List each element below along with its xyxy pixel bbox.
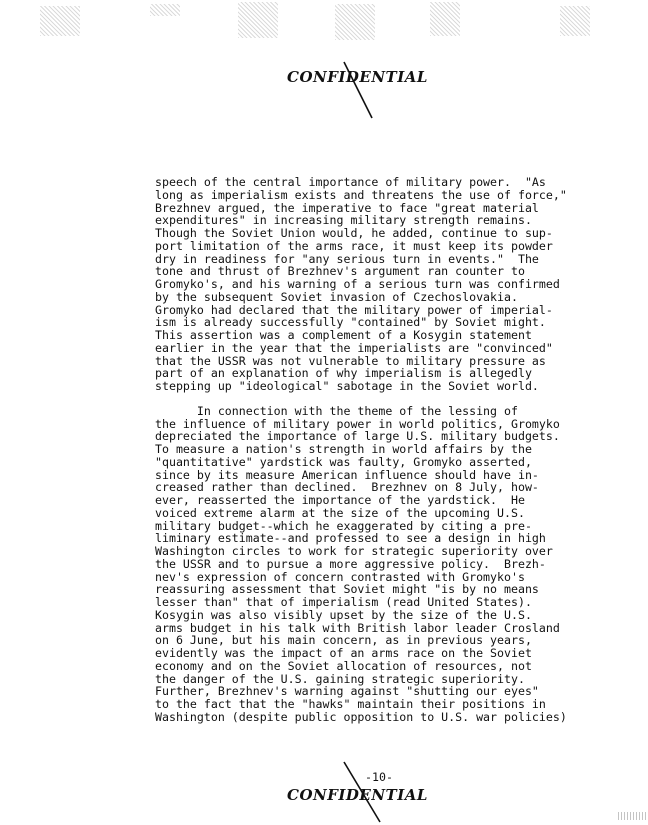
text-line: the danger of the U.S. gaining strategic superiority. [155, 671, 525, 686]
paragraph-2 [155, 405, 595, 724]
text-line: "quantitative" yardstick was faulty, Gromyko asserted, [155, 454, 532, 469]
text-line: reassuring assessment that Soviet might "is by no means [155, 582, 539, 597]
text-line: Washington (despite public opposition to U.S. war policies) [155, 709, 567, 724]
text-line: Brezhnev argued, the imperative to face "great material [155, 200, 539, 215]
text-line: on 6 June, but his main concern, as in previous years, [155, 633, 532, 648]
text-line: by the subsequent Soviet invasion of Czechoslovakia. [155, 289, 518, 304]
text-line: military budget--which he exaggerated by citing a pre- [155, 518, 532, 533]
text-line: Kosygin was also visibly upset by the size of the U.S. [155, 607, 532, 622]
text-line: speech of the central importance of military power. "As [155, 175, 546, 189]
text-line: earlier in the year that the imperialists are "convinced" [155, 340, 553, 355]
text-line: In connection with the theme of the lessing of [155, 403, 518, 418]
text-line: ever, reasserted the importance of the yardstick. He [155, 493, 525, 507]
text-line: expenditures" in increasing military strength remains. [155, 213, 532, 228]
scan-margin-mark [618, 812, 648, 820]
text-line: nev's expression of concern contrasted with Gromyko's [155, 569, 525, 584]
text-line: lesser than" that of imperialism (read United States). [155, 595, 532, 609]
text-line: the influence of military power in world politics, Gromyko [155, 416, 560, 431]
text-line: Further, Brezhnev's warning against "shutting our eyes" [155, 684, 539, 699]
text-line: since by its measure American influence should have in- [155, 467, 539, 482]
text-line: long as imperialism exists and threatens the use of force," [155, 187, 567, 202]
text-line: liminary estimate--and professed to see a design in high [155, 531, 546, 546]
text-line: Though the Soviet Union would, he added, continue to sup- [155, 226, 553, 240]
scan-artifacts [0, 0, 648, 50]
document-body [155, 176, 595, 724]
footer-stamp-slash [340, 760, 390, 825]
text-line: stepping up "ideological" sabotage in the Soviet world. [155, 379, 539, 393]
text-line: tone and thrust of Brezhnev's argument ran counter to [155, 264, 525, 279]
footer-classification: CONFIDENTIAL [287, 786, 428, 804]
header-classification: CONFIDENTIAL [287, 68, 428, 86]
text-line: depreciated the importance of large U.S. military budgets. [155, 429, 560, 444]
text-line: that the USSR was not vulnerable to military pressure as [155, 353, 546, 368]
text-line: voiced extreme alarm at the size of the upcoming U.S. [155, 505, 525, 520]
text-line: To measure a nation's strength in world affairs by the [155, 442, 532, 456]
text-line: evidently was the impact of an arms race on the Soviet [155, 646, 532, 660]
text-line: Gromyko's, and his warning of a serious turn was confirmed [155, 277, 560, 291]
header-stamp-slash [340, 60, 380, 122]
text-line: This assertion was a complement of a Kosygin statement [155, 328, 532, 342]
text-line: port limitation of the arms race, it must keep its powder [155, 238, 553, 253]
page-number: -10- [365, 770, 393, 784]
text-line: to the fact that the "hawks" maintain their positions in [155, 697, 546, 711]
text-line: creased rather than declined. Brezhnev on 8 July, how- [155, 480, 539, 495]
text-line: economy and on the Soviet allocation of resources, not [155, 658, 532, 673]
text-line: part of an explanation of why imperialism is allegedly [155, 366, 532, 381]
text-line: Gromyko had declared that the military power of imperial- [155, 302, 553, 317]
text-line: the USSR and to pursue a more aggressive policy. Brezh- [155, 556, 546, 571]
text-line: ism is already successfully "contained" by Soviet might. [155, 315, 546, 330]
text-line: dry in readiness for "any serious turn in events." The [155, 251, 539, 266]
text-line: arms budget in his talk with British labor leader Crosland [155, 620, 560, 635]
paragraph-1 [155, 176, 595, 393]
text-line: Washington circles to work for strategic superiority over [155, 544, 553, 558]
